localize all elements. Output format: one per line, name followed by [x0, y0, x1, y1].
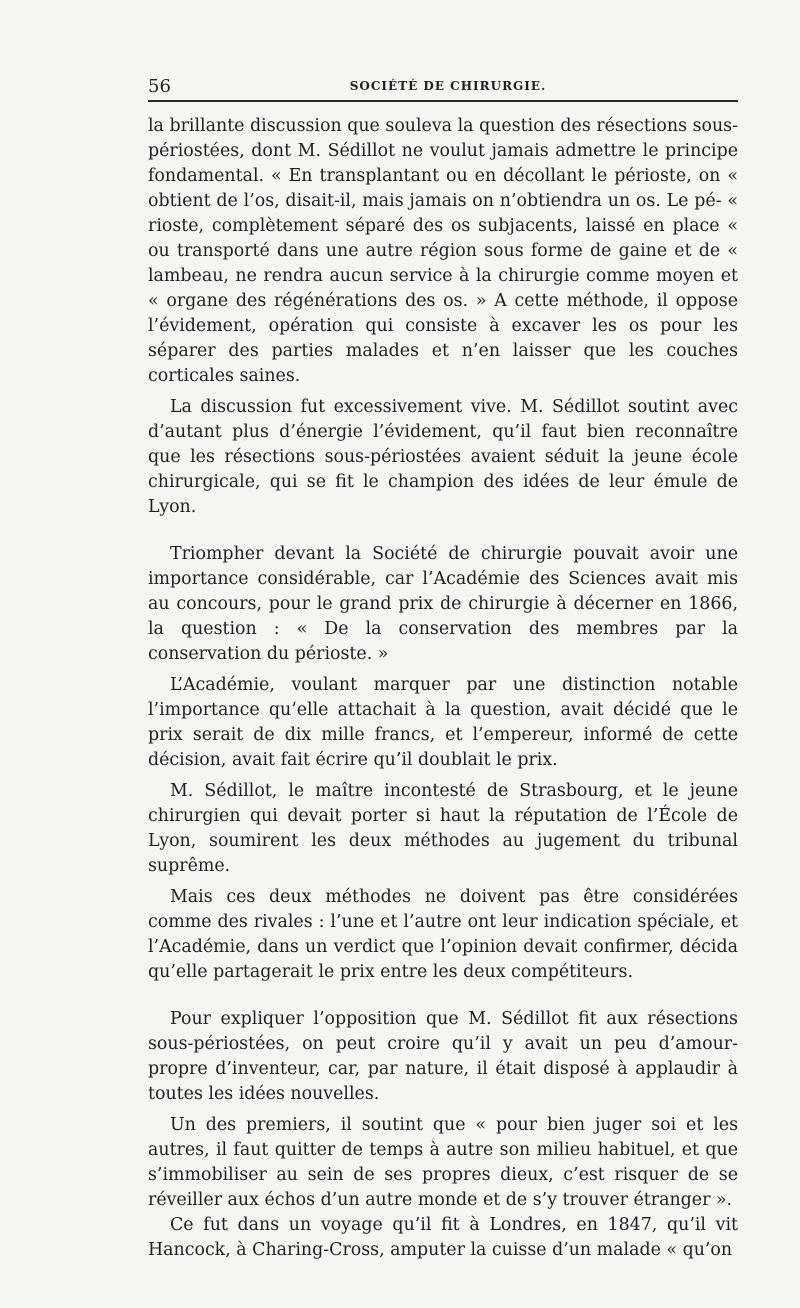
- paragraph-8: Un des premiers, il soutint que « pour bien juger soi et les autres, il faut quitter de temps à autre son milieu habituel, et que s’immobiliser au sein de ses propres dieux, c’est risquer de se réveiller aux échos d’un autre monde et de s’y trouver étranger ».: [148, 1115, 738, 1210]
- document-page: [148, 70, 738, 1290]
- paragraph-2: La discussion fut excessivement vive. M. Sédillot soutint avec d’autant plus d’énergie l’évidement, qu’il faut bien reconnaître que les résections sous-périostées avaient séduit la jeune école chirurgicale, qui se fit le champion des idées de leur émule de Lyon.: [148, 397, 738, 517]
- page-header: [148, 70, 738, 102]
- paragraph-5: M. Sédillot, le maître incontesté de Strasbourg, et le jeune chirurgien qui devait porter si haut la réputation de l’École de Lyon, soumirent les deux méthodes au jugement du tribunal suprême.: [148, 781, 738, 876]
- running-title: SOCIÉTÉ DE CHIRURGIE.: [349, 79, 547, 93]
- paragraph-9: Ce fut dans un voyage qu’il fit à Londres, en 1847, qu’il vit Hancock, à Charing-Cross, amputer la cuisse d’un malade « qu’on: [148, 1215, 738, 1260]
- paragraph-4: L’Académie, voulant marquer par une distinction notable l’importance qu’elle attachait à la question, avait décidé que le prix serait de dix mille francs, et l’empereur, informé de cette décision, avait fait écrire qu’il doublait le prix.: [148, 675, 738, 770]
- page-number: 56: [148, 76, 171, 97]
- paragraph-6: Mais ces deux méthodes ne doivent pas être considérées comme des rivales : l’une et l’autre ont leur indication spéciale, et l’Académie, dans un verdict que l’opinion devait confirmer, décida qu’elle partagerait le prix entre les deux compétiteurs.: [148, 887, 738, 982]
- page-body: [148, 114, 738, 1263]
- paragraph-3: Triompher devant la Société de chirurgie pouvait avoir une importance considérable, car l’Académie des Sciences avait mis au concours, pour le grand prix de chirurgie à décerner en 1866, la question : « De la conservation des membres par la conservation du périoste. »: [148, 544, 738, 664]
- paragraph-7: Pour expliquer l’opposition que M. Sédillot fit aux résections sous-périostées, on peut croire qu’il y avait un peu d’amour-propre d’inventeur, car, par nature, il était disposé à applaudir à toutes les idées nouvelles.: [148, 1009, 738, 1104]
- paragraph-1: la brillante discussion que souleva la question des résections sous-périostées, dont M. Sédillot ne voulut jamais admettre le principe fondamental. « En transplantant ou en décollant le périoste, on « obtient de l’os, disait-il, mais jamais on n’obtiendra un os. Le pé- « rioste, complètement séparé des os subjacents, laissé en place « ou transporté dans une autre région sous forme de gaine et de « lambeau, ne rendra aucun service à la chirurgie comme moyen et « organe des régénérations des os. » A cette méthode, il oppose l’évidement, opération qui consiste à excaver les os pour les séparer des parties malades et n’en laisser que les couches corticales saines.: [148, 116, 738, 386]
